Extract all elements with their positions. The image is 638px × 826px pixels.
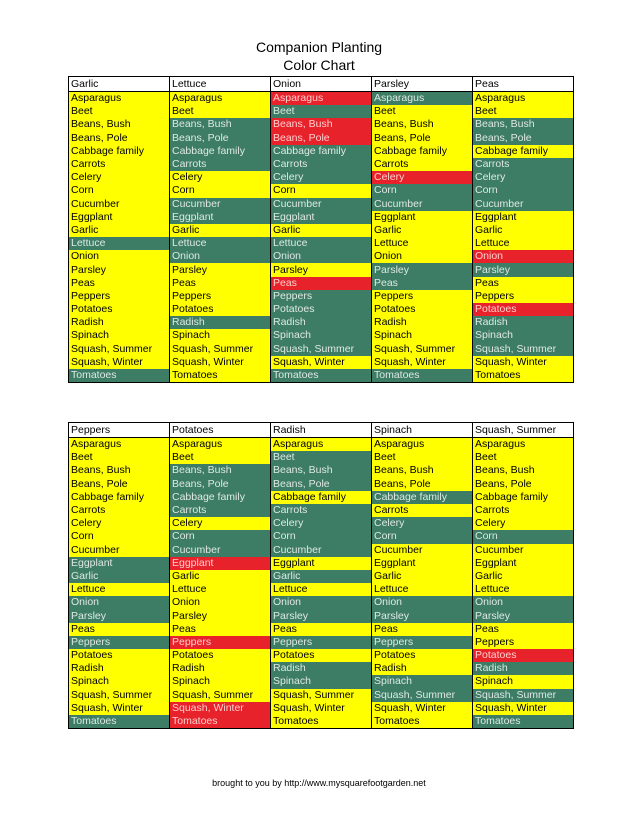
companion-cell: Parsley — [372, 609, 473, 622]
companion-cell: Eggplant — [170, 557, 271, 570]
table-row — [69, 277, 574, 290]
companion-cell: Peas — [170, 277, 271, 290]
column-header: Spinach — [372, 423, 473, 438]
companion-cell: Beet — [473, 105, 574, 118]
companion-cell: Eggplant — [271, 557, 372, 570]
companion-cell: Cucumber — [69, 198, 170, 211]
companion-cell: Garlic — [473, 570, 574, 583]
companion-cell: Peas — [271, 623, 372, 636]
table-row — [69, 596, 574, 609]
companion-cell: Squash, Winter — [69, 356, 170, 369]
companion-cell: Peas — [170, 623, 271, 636]
companion-cell: Beans, Pole — [372, 478, 473, 491]
companion-cell: Beans, Bush — [69, 118, 170, 131]
companion-cell: Lettuce — [473, 237, 574, 250]
companion-cell: Celery — [170, 171, 271, 184]
companion-cell: Potatoes — [170, 303, 271, 316]
companion-cell: Peppers — [473, 636, 574, 649]
companion-cell: Carrots — [473, 504, 574, 517]
companion-cell: Onion — [170, 596, 271, 609]
companion-cell: Cabbage family — [372, 145, 473, 158]
table-row — [69, 329, 574, 342]
companion-cell: Garlic — [69, 570, 170, 583]
companion-cell: Asparagus — [473, 438, 574, 452]
companion-cell: Carrots — [271, 504, 372, 517]
companion-cell: Beet — [69, 451, 170, 464]
companion-cell: Peppers — [170, 636, 271, 649]
table-row — [69, 224, 574, 237]
table-row — [69, 491, 574, 504]
companion-cell: Asparagus — [170, 92, 271, 106]
companion-cell: Beans, Pole — [372, 132, 473, 145]
companion-cell: Garlic — [170, 224, 271, 237]
companion-cell: Beet — [170, 451, 271, 464]
companion-cell: Corn — [170, 530, 271, 543]
companion-cell: Celery — [473, 171, 574, 184]
companion-cell: Lettuce — [473, 583, 574, 596]
companion-cell: Peppers — [372, 290, 473, 303]
companion-cell: Squash, Winter — [271, 702, 372, 715]
companion-cell: Asparagus — [170, 438, 271, 452]
companion-cell: Parsley — [69, 609, 170, 622]
companion-cell: Celery — [69, 171, 170, 184]
companion-cell: Eggplant — [170, 211, 271, 224]
table-row — [69, 237, 574, 250]
companion-cell: Peppers — [69, 636, 170, 649]
companion-cell: Radish — [170, 662, 271, 675]
companion-cell: Tomatoes — [271, 715, 372, 729]
companion-cell: Squash, Winter — [372, 356, 473, 369]
companion-cell: Asparagus — [69, 92, 170, 106]
table-row — [69, 211, 574, 224]
companion-cell: Parsley — [473, 609, 574, 622]
companion-cell: Asparagus — [473, 92, 574, 106]
companion-cell: Squash, Summer — [170, 689, 271, 702]
table-row — [69, 702, 574, 715]
table-row — [69, 356, 574, 369]
companion-cell: Celery — [372, 517, 473, 530]
companion-cell: Corn — [473, 184, 574, 197]
companion-cell: Lettuce — [69, 583, 170, 596]
companion-cell: Onion — [473, 596, 574, 609]
companion-cell: Lettuce — [271, 583, 372, 596]
table-row — [69, 649, 574, 662]
companion-cell: Tomatoes — [69, 369, 170, 383]
table-row — [69, 451, 574, 464]
table-row — [69, 504, 574, 517]
companion-cell: Radish — [69, 316, 170, 329]
companion-cell: Peppers — [372, 636, 473, 649]
companion-cell: Cabbage family — [271, 145, 372, 158]
companion-cell: Cucumber — [473, 198, 574, 211]
companion-cell: Carrots — [372, 158, 473, 171]
column-header: Radish — [271, 423, 372, 438]
companion-cell: Cabbage family — [271, 491, 372, 504]
companion-cell: Corn — [69, 184, 170, 197]
companion-cell: Spinach — [473, 329, 574, 342]
companion-cell: Spinach — [372, 329, 473, 342]
companion-cell: Carrots — [170, 158, 271, 171]
companion-cell: Beans, Bush — [372, 118, 473, 131]
companion-cell: Corn — [271, 184, 372, 197]
companion-cell: Garlic — [372, 570, 473, 583]
companion-cell: Radish — [372, 316, 473, 329]
companion-cell: Beans, Pole — [69, 132, 170, 145]
companion-cell: Eggplant — [69, 557, 170, 570]
column-header: Garlic — [69, 77, 170, 92]
companion-cell: Tomatoes — [170, 715, 271, 729]
companion-cell: Squash, Summer — [271, 343, 372, 356]
companion-cell: Squash, Summer — [473, 343, 574, 356]
companion-cell: Garlic — [170, 570, 271, 583]
companion-cell: Carrots — [170, 504, 271, 517]
companion-cell: Spinach — [69, 329, 170, 342]
table-row — [69, 517, 574, 530]
companion-cell: Lettuce — [170, 583, 271, 596]
companion-cell: Asparagus — [69, 438, 170, 452]
companion-cell: Squash, Winter — [473, 356, 574, 369]
companion-cell: Squash, Summer — [271, 689, 372, 702]
table-row — [69, 118, 574, 131]
companion-cell: Celery — [170, 517, 271, 530]
table-row — [69, 557, 574, 570]
table-row — [69, 290, 574, 303]
companion-cell: Peppers — [271, 636, 372, 649]
companion-cell: Beans, Bush — [473, 118, 574, 131]
companion-cell: Eggplant — [372, 211, 473, 224]
companion-cell: Squash, Summer — [170, 343, 271, 356]
column-header: Peppers — [69, 423, 170, 438]
companion-cell: Tomatoes — [473, 369, 574, 383]
companion-cell: Squash, Summer — [372, 689, 473, 702]
companion-cell: Carrots — [372, 504, 473, 517]
companion-cell: Peas — [69, 277, 170, 290]
companion-cell: Lettuce — [69, 237, 170, 250]
companion-cell: Radish — [271, 662, 372, 675]
companion-cell: Eggplant — [69, 211, 170, 224]
companion-cell: Garlic — [372, 224, 473, 237]
companion-cell: Corn — [473, 530, 574, 543]
companion-cell: Squash, Summer — [69, 343, 170, 356]
footer-credit: brought to you by http://www.mysquarefootgarden.net — [212, 778, 426, 788]
companion-cell: Celery — [473, 517, 574, 530]
companion-cell: Asparagus — [372, 438, 473, 452]
companion-cell: Potatoes — [372, 303, 473, 316]
table-row — [69, 636, 574, 649]
companion-cell: Corn — [372, 530, 473, 543]
companion-cell: Cucumber — [69, 544, 170, 557]
table-row — [69, 583, 574, 596]
companion-cell: Squash, Summer — [69, 689, 170, 702]
companion-cell: Beans, Bush — [271, 118, 372, 131]
companion-cell: Cucumber — [372, 544, 473, 557]
companion-cell: Beans, Bush — [271, 464, 372, 477]
companion-cell: Eggplant — [271, 211, 372, 224]
companion-cell: Garlic — [69, 224, 170, 237]
companion-cell: Celery — [69, 517, 170, 530]
column-header: Onion — [271, 77, 372, 92]
table-row — [69, 369, 574, 383]
companion-cell: Potatoes — [69, 303, 170, 316]
companion-cell: Peppers — [170, 290, 271, 303]
companion-cell: Squash, Summer — [372, 343, 473, 356]
companion-cell: Cabbage family — [69, 491, 170, 504]
companion-cell: Beans, Bush — [69, 464, 170, 477]
table-row — [69, 132, 574, 145]
companion-cell: Radish — [69, 662, 170, 675]
companion-cell: Beans, Pole — [170, 478, 271, 491]
companion-cell: Peas — [69, 623, 170, 636]
companion-cell: Parsley — [69, 263, 170, 276]
companion-cell: Onion — [170, 250, 271, 263]
companion-cell: Potatoes — [69, 649, 170, 662]
companion-cell: Parsley — [473, 263, 574, 276]
companion-cell: Radish — [271, 316, 372, 329]
companion-cell: Squash, Winter — [473, 702, 574, 715]
companion-cell: Cucumber — [372, 198, 473, 211]
companion-cell: Beet — [271, 105, 372, 118]
table-row — [69, 250, 574, 263]
companion-cell: Beans, Bush — [372, 464, 473, 477]
table-row — [69, 609, 574, 622]
companion-cell: Potatoes — [170, 649, 271, 662]
companion-cell: Corn — [271, 530, 372, 543]
table-row — [69, 92, 574, 106]
companion-cell: Onion — [271, 596, 372, 609]
table-row — [69, 715, 574, 729]
table-row — [69, 158, 574, 171]
table-row — [69, 316, 574, 329]
table-row — [69, 570, 574, 583]
table-row — [69, 478, 574, 491]
column-header: Squash, Summer — [473, 423, 574, 438]
companion-cell: Beans, Pole — [271, 478, 372, 491]
companion-cell: Garlic — [271, 224, 372, 237]
companion-cell: Beans, Bush — [170, 118, 271, 131]
companion-cell: Cabbage family — [473, 145, 574, 158]
companion-cell: Spinach — [69, 675, 170, 688]
companion-cell: Beet — [271, 451, 372, 464]
companion-cell: Potatoes — [271, 649, 372, 662]
companion-cell: Celery — [372, 171, 473, 184]
companion-cell: Beans, Pole — [473, 132, 574, 145]
companion-cell: Cucumber — [170, 198, 271, 211]
companion-cell: Lettuce — [372, 583, 473, 596]
companion-cell: Cucumber — [271, 544, 372, 557]
table-row — [69, 198, 574, 211]
companion-cell: Peppers — [69, 290, 170, 303]
column-header: Peas — [473, 77, 574, 92]
companion-cell: Squash, Winter — [271, 356, 372, 369]
companion-cell: Onion — [69, 250, 170, 263]
companion-cell: Carrots — [473, 158, 574, 171]
companion-cell: Carrots — [271, 158, 372, 171]
table-row — [69, 171, 574, 184]
table-row — [69, 303, 574, 316]
companion-cell: Tomatoes — [473, 715, 574, 729]
companion-cell: Beet — [473, 451, 574, 464]
companion-cell: Beet — [69, 105, 170, 118]
companion-cell: Garlic — [473, 224, 574, 237]
companion-cell: Cucumber — [170, 544, 271, 557]
companion-cell: Asparagus — [271, 438, 372, 452]
companion-cell: Cabbage family — [69, 145, 170, 158]
companion-cell: Squash, Winter — [170, 356, 271, 369]
companion-cell: Spinach — [473, 675, 574, 688]
header-row — [69, 423, 574, 438]
companion-cell: Squash, Winter — [372, 702, 473, 715]
header-row — [69, 77, 574, 92]
column-header: Potatoes — [170, 423, 271, 438]
companion-cell: Cabbage family — [372, 491, 473, 504]
companion-cell: Spinach — [170, 329, 271, 342]
companion-cell: Eggplant — [372, 557, 473, 570]
companion-cell: Tomatoes — [69, 715, 170, 729]
companion-cell: Potatoes — [473, 649, 574, 662]
companion-cell: Lettuce — [372, 237, 473, 250]
companion-cell: Carrots — [69, 504, 170, 517]
table-row — [69, 530, 574, 543]
table-row — [69, 623, 574, 636]
companion-cell: Lettuce — [271, 237, 372, 250]
table-row — [69, 662, 574, 675]
companion-cell: Spinach — [271, 329, 372, 342]
companion-cell: Tomatoes — [372, 369, 473, 383]
companion-cell: Corn — [170, 184, 271, 197]
companion-cell: Peas — [372, 623, 473, 636]
companion-cell: Parsley — [271, 263, 372, 276]
companion-cell: Asparagus — [271, 92, 372, 106]
companion-cell: Potatoes — [473, 303, 574, 316]
companion-cell: Parsley — [271, 609, 372, 622]
companion-cell: Beans, Pole — [170, 132, 271, 145]
companion-cell: Parsley — [372, 263, 473, 276]
companion-cell: Cucumber — [473, 544, 574, 557]
companion-cell: Carrots — [69, 158, 170, 171]
companion-cell: Beans, Bush — [473, 464, 574, 477]
companion-cell: Squash, Winter — [69, 702, 170, 715]
companion-cell: Beans, Bush — [170, 464, 271, 477]
companion-cell: Onion — [271, 250, 372, 263]
companion-cell: Spinach — [372, 675, 473, 688]
companion-cell: Celery — [271, 171, 372, 184]
companion-cell: Squash, Winter — [170, 702, 271, 715]
companion-cell: Cabbage family — [170, 491, 271, 504]
companion-cell: Garlic — [271, 570, 372, 583]
column-header: Lettuce — [170, 77, 271, 92]
companion-cell: Beet — [372, 105, 473, 118]
companion-cell: Beet — [372, 451, 473, 464]
companion-cell: Corn — [69, 530, 170, 543]
companion-cell: Peas — [372, 277, 473, 290]
companion-cell: Tomatoes — [170, 369, 271, 383]
companion-cell: Peas — [473, 623, 574, 636]
companion-cell: Squash, Summer — [473, 689, 574, 702]
table-row — [69, 438, 574, 452]
companion-cell: Onion — [69, 596, 170, 609]
chart-title-line2: Color Chart — [283, 57, 355, 73]
companion-cell: Peas — [271, 277, 372, 290]
table-row — [69, 343, 574, 356]
companion-cell: Potatoes — [271, 303, 372, 316]
companion-cell: Beans, Pole — [69, 478, 170, 491]
companion-cell: Asparagus — [372, 92, 473, 106]
companion-cell: Radish — [473, 316, 574, 329]
companion-cell: Onion — [473, 250, 574, 263]
companion-cell: Eggplant — [473, 557, 574, 570]
table-row — [69, 145, 574, 158]
companion-cell: Radish — [372, 662, 473, 675]
companion-cell: Celery — [271, 517, 372, 530]
companion-cell: Parsley — [170, 609, 271, 622]
companion-cell: Spinach — [170, 675, 271, 688]
table-row — [69, 105, 574, 118]
companion-table-1 — [68, 76, 574, 383]
companion-cell: Onion — [372, 250, 473, 263]
table-row — [69, 689, 574, 702]
companion-cell: Peas — [473, 277, 574, 290]
table-row — [69, 464, 574, 477]
table-row — [69, 184, 574, 197]
companion-cell: Tomatoes — [271, 369, 372, 383]
companion-cell: Peppers — [271, 290, 372, 303]
companion-cell: Potatoes — [372, 649, 473, 662]
companion-cell: Beet — [170, 105, 271, 118]
companion-cell: Parsley — [170, 263, 271, 276]
companion-cell: Corn — [372, 184, 473, 197]
table-row — [69, 263, 574, 276]
companion-cell: Cucumber — [271, 198, 372, 211]
companion-cell: Peppers — [473, 290, 574, 303]
companion-cell: Beans, Pole — [271, 132, 372, 145]
companion-cell: Cabbage family — [473, 491, 574, 504]
companion-cell: Tomatoes — [372, 715, 473, 729]
column-header: Parsley — [372, 77, 473, 92]
companion-table-2 — [68, 422, 574, 729]
table-row — [69, 544, 574, 557]
companion-cell: Radish — [170, 316, 271, 329]
chart-title-line1: Companion Planting — [255, 39, 383, 55]
companion-cell: Eggplant — [473, 211, 574, 224]
companion-cell: Beans, Pole — [473, 478, 574, 491]
companion-cell: Cabbage family — [170, 145, 271, 158]
table-row — [69, 675, 574, 688]
companion-cell: Spinach — [271, 675, 372, 688]
companion-cell: Onion — [372, 596, 473, 609]
companion-cell: Lettuce — [170, 237, 271, 250]
companion-cell: Radish — [473, 662, 574, 675]
